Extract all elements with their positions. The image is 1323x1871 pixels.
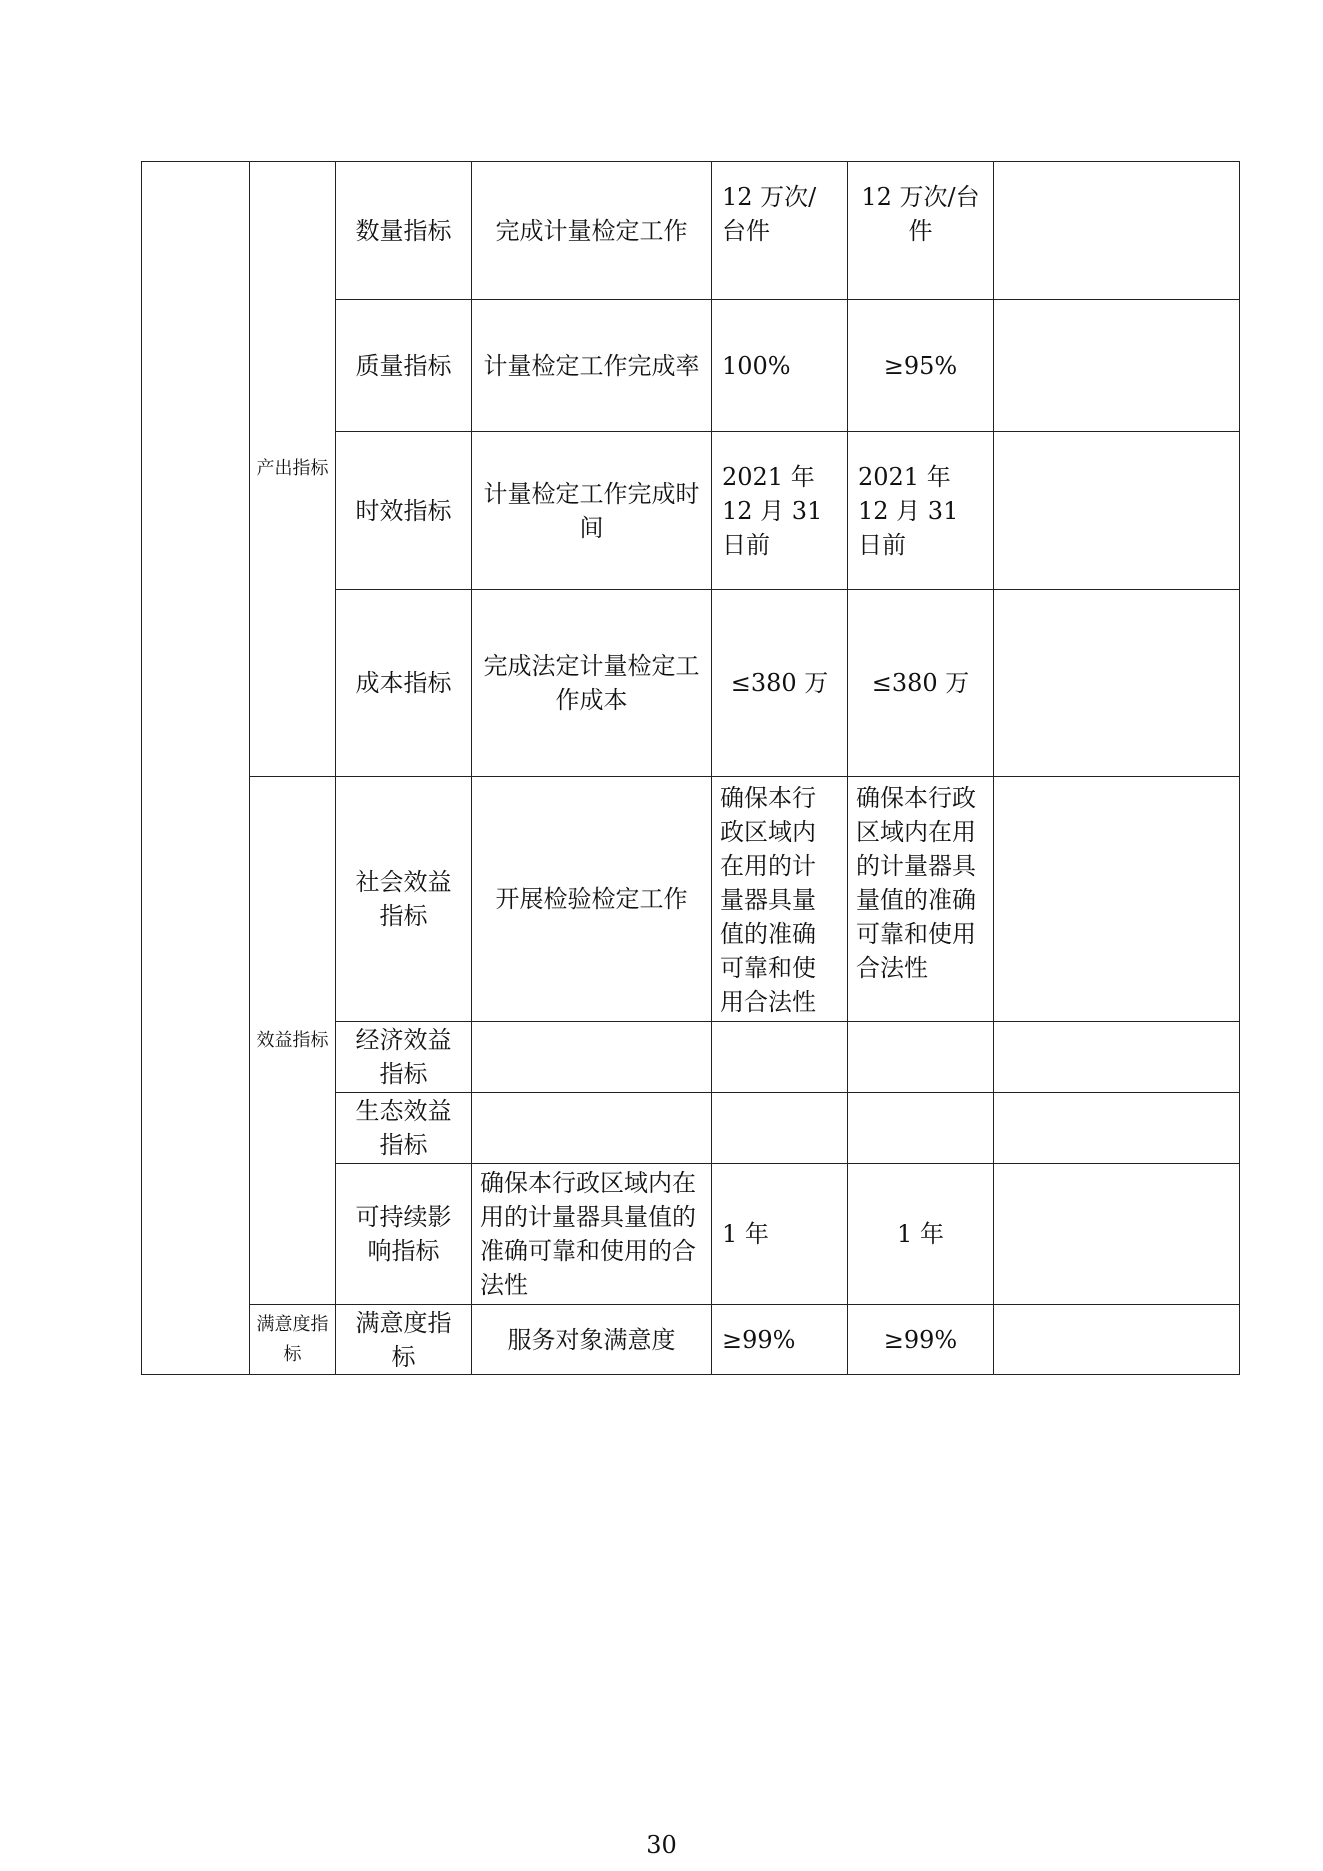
category-cell-satisfaction: 满意度指标: [250, 1305, 336, 1375]
indicator-cell: 可持续影响指标: [336, 1164, 472, 1305]
indicator-cell: 经济效益指标: [336, 1022, 472, 1093]
target-value-cell: 1 年: [712, 1164, 848, 1305]
target-value-cell: 12 万次/台件: [712, 162, 848, 300]
target-value-cell: [712, 1093, 848, 1164]
content-cell: [472, 1093, 712, 1164]
blank-first-column-cell: [142, 162, 250, 1375]
actual-value-cell: 2021 年 12 月 31 日前: [848, 432, 994, 590]
content-cell: 完成计量检定工作: [472, 162, 712, 300]
remarks-cell: [994, 1164, 1240, 1305]
remarks-cell: [994, 162, 1240, 300]
remarks-cell: [994, 1305, 1240, 1375]
content-cell: 计量检定工作完成率: [472, 300, 712, 432]
remarks-cell: [994, 777, 1240, 1022]
content-cell: 确保本行政区域内在用的计量器具量值的准确可靠和使用的合法性: [472, 1164, 712, 1305]
content-cell: [472, 1022, 712, 1093]
content-cell: 开展检验检定工作: [472, 777, 712, 1022]
page-number: 30: [646, 1831, 677, 1859]
remarks-cell: [994, 1022, 1240, 1093]
actual-value-cell: ≤380 万: [848, 590, 994, 777]
remarks-cell: [994, 432, 1240, 590]
category-cell-benefit: 效益指标: [250, 777, 336, 1305]
indicator-cell: 质量指标: [336, 300, 472, 432]
remarks-cell: [994, 300, 1240, 432]
target-value-cell: 确保本行政区域内在用的计量器具量值的准确可靠和使用合法性: [712, 777, 848, 1022]
actual-value-cell: [848, 1093, 994, 1164]
category-cell-output: 产出指标: [250, 162, 336, 777]
remarks-cell: [994, 1093, 1240, 1164]
content-cell: 计量检定工作完成时间: [472, 432, 712, 590]
indicator-cell: 成本指标: [336, 590, 472, 777]
table-row: [142, 162, 1240, 300]
target-value-cell: ≤380 万: [712, 590, 848, 777]
actual-value-cell: ≥99%: [848, 1305, 994, 1375]
actual-value-cell: 确保本行政区域内在用的计量器具量值的准确可靠和使用合法性: [848, 777, 994, 1022]
table-row: [142, 777, 1240, 1022]
target-value-cell: 2021 年 12 月 31 日前: [712, 432, 848, 590]
indicator-cell: 时效指标: [336, 432, 472, 590]
remarks-cell: [994, 590, 1240, 777]
actual-value-cell: ≥95%: [848, 300, 994, 432]
indicator-cell: 满意度指标: [336, 1305, 472, 1375]
indicator-cell: 数量指标: [336, 162, 472, 300]
actual-value-cell: [848, 1022, 994, 1093]
performance-indicator-table: [141, 161, 1240, 1375]
indicator-cell: 社会效益指标: [336, 777, 472, 1022]
target-value-cell: ≥99%: [712, 1305, 848, 1375]
target-value-cell: 100%: [712, 300, 848, 432]
content-cell: 完成法定计量检定工作成本: [472, 590, 712, 777]
actual-value-cell: 12 万次/台件: [848, 162, 994, 300]
target-value-cell: [712, 1022, 848, 1093]
table-row: [142, 1305, 1240, 1375]
indicator-cell: 生态效益指标: [336, 1093, 472, 1164]
actual-value-cell: 1 年: [848, 1164, 994, 1305]
content-cell: 服务对象满意度: [472, 1305, 712, 1375]
